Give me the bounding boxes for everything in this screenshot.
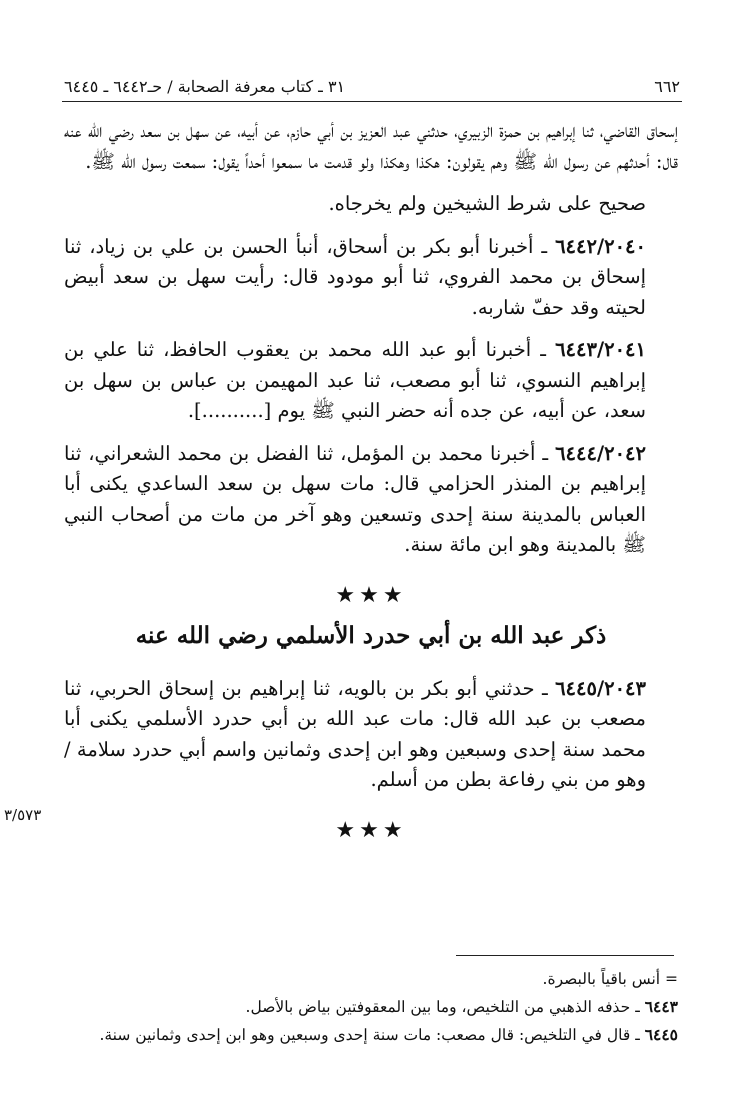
footnote-divider — [456, 955, 674, 956]
margin-reference: ٣/٥٧٣ — [4, 806, 42, 824]
hadith-paragraph — [64, 335, 678, 427]
footnote — [64, 1021, 678, 1049]
hadith-number: ٦٤٤٥/٢٠٤٣ — [555, 676, 646, 700]
hadith-paragraph — [64, 439, 678, 561]
hadith-paragraph — [64, 674, 678, 796]
hadith-number: ٦٤٤٢/٢٠٤٠ — [555, 234, 646, 258]
footnote-text: ـ قال في التلخيص: قال مصعب: مات سنة إحدى وسبعين وهو ابن إحدى وثمانين سنة. — [99, 1026, 640, 1044]
section-separator: ★★★ — [335, 817, 407, 843]
paragraph-text: صحيح على شرط الشيخين ولم يخرجاه. — [328, 192, 646, 215]
hadith-number: ٦٤٤٤/٢٠٤٢ — [555, 441, 646, 465]
hadith-text: ـ أخبرنا أبو عبد الله محمد بن يعقوب الحافظ، ثنا علي بن إبراهيم النسوي، ثنا أبو مصعب، ثنا عبد المهيمن بن عباس بن سهل بن سعد، عن أبيه، عن جده أنه حضر النبي ﷺ يوم [..........]. — [64, 338, 646, 422]
running-header — [64, 74, 680, 100]
section-heading: ذكر عبد الله بن أبي حدرد الأسلمي رضي الله عنه — [135, 622, 607, 649]
footnote-text: ـ حذفه الذهبي من التلخيص، وما بين المعقوفتين بياض بالأصل. — [245, 998, 640, 1016]
footnote-text: = أنس باقياً بالبصرة. — [542, 970, 678, 988]
hadith-text: ـ حدثني أبو بكر بن بالويه، ثنا إبراهيم بن إسحاق الحربي، ثنا مصعب بن عبد الله قال: مات عبد الله بن أبي حدرد الأسلمي يكنى أبا محمد سنة إحدى وسبعين وهو ابن إحدى وثمانين واسم أبي حدرد سلامة / وهو من بني رفاعة بطن من أسلم. — [64, 676, 646, 791]
main-text — [64, 116, 678, 856]
footnote — [64, 966, 678, 993]
footnotes — [64, 966, 678, 1049]
paragraph-grading — [64, 189, 678, 220]
section-separator: ★★★ — [335, 582, 407, 608]
hadith-text: ـ أخبرنا محمد بن المؤمل، ثنا الفضل بن محمد الشعراني، ثنا إبراهيم بن المنذر الحزامي قال: مات سهل بن سعد الساعدي يكنى أبا العباس بالمدينة سنة إحدى وتسعين وهو آخر من مات من أصحاب النبي ﷺ بالمدينة وهو ابن مائة سنة. — [64, 441, 646, 556]
paragraph-text: إسحاق القاضي، ثنا إبراهيم بن حمزة الزبيري، حدثني عبد العزيز بن أبي حازم، عن أبيه، عن سهل بن سعد رضي الله عنه قال: أحدثهم عن رسول الله ﷺ وهم يقولون: هكذا وهكذا ولو قدمت ما سمعوا أحداً يقول: سمعت رسول الله ﷺ. — [64, 119, 678, 173]
footnote — [64, 993, 678, 1021]
footnote-number: ٦٤٤٣ — [644, 997, 678, 1016]
footnote-number: ٦٤٤٥ — [644, 1025, 678, 1044]
hadith-text: ـ أخبرنا أبو بكر بن أسحاق، أنبأ الحسن بن علي بن زياد، ثنا إسحاق بن محمد الفروي، ثنا أبو مودود قال: رأيت سهل بن سعد أبيض لحيته وقد حفّ شاربه. — [64, 234, 646, 319]
running-title: ٣١ ـ كتاب معرفة الصحابة / حـ٦٤٤٢ ـ ٦٤٤٥ — [64, 77, 346, 96]
page-number: ٦٦٢ — [654, 77, 680, 96]
header-divider — [62, 101, 682, 102]
hadith-paragraph — [64, 232, 678, 324]
hadith-number: ٦٤٤٣/٢٠٤١ — [555, 338, 646, 361]
paragraph-continuation — [64, 116, 678, 177]
